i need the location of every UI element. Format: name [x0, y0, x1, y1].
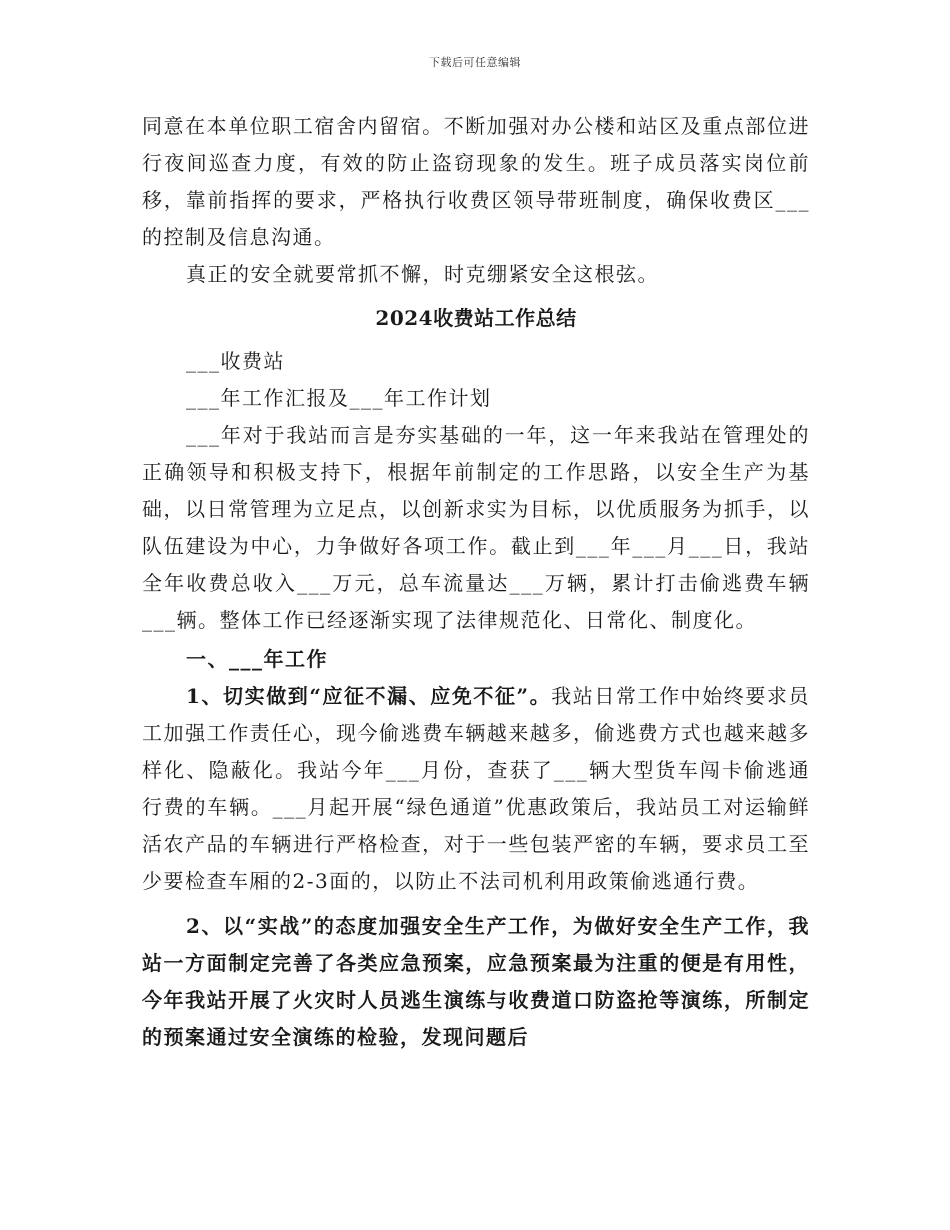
- document-body: [142, 108, 810, 1056]
- paragraph-continuation: 同意在本单位职工宿舍内留宿。不断加强对办公楼和站区及重点部位进行夜间巡查力度，有效的防止盗窃现象的发生。班子成员落实岗位前移，靠前指挥的要求，严格执行收费区领导带班制度，确保收费区___的控制及信息沟通。: [142, 114, 810, 249]
- paragraph-overview: ___年对于我站而言是夯实基础的一年，这一年来我站在管理处的正确领导和积极支持下，根据年前制定的工作思路，以安全生产为基础，以日常管理为立足点，以创新求实为目标，以优质服务为抓手，以队伍建设为中心，力争做好各项工作。截止到___年___月___日，我站全年收费总收入___万元，总车流量达___万辆，累计打击偷逃费车辆___辆。整体工作已经逐渐实现了法律规范化、日常化、制度化。: [142, 423, 810, 632]
- document-title: 2024收费站工作总结: [375, 306, 577, 330]
- paragraph-safety-note: 真正的安全就要常抓不懈，时克绷紧安全这根弦。: [186, 262, 659, 286]
- paragraph-item-1: [142, 678, 810, 900]
- report-subtitle-line: ___年工作汇报及___年工作计划: [186, 386, 492, 410]
- item-1-lead: 1、切实做到“应征不漏、应免不征”。: [186, 684, 552, 708]
- station-name-line: ___收费站: [186, 349, 285, 373]
- paragraph-item-2: 2、以“实战”的态度加强安全生产工作，为做好安全生产工作，我站一方面制定完善了各类应急预案，应急预案最为注重的便是有用性，今年我站开展了火灾时人员逃生演练与收费道口防盗抢等演练，所制定的预案通过安全演练的检验，发现问题后: [142, 914, 810, 1049]
- section-heading-work: 一、___年工作: [186, 647, 328, 671]
- header-note: 下载后可任意编辑: [429, 56, 521, 69]
- item-1-body: 我站日常工作中始终要求员工加强工作责任心，现今偷逃费车辆越来越多，偷逃费方式也越来越多样化、隐蔽化。我站今年___月份，查获了___辆大型货车闯卡偷逃通行费的车辆。___月起开展“绿色通道”优惠政策后，我站员工对运输鲜活农产品的车辆进行严格检查，对于一些包装严密的车辆，要求员工至少要检查车厢的2-3面的，以防止不法司机利用政策偷逃通行费。: [142, 684, 811, 893]
